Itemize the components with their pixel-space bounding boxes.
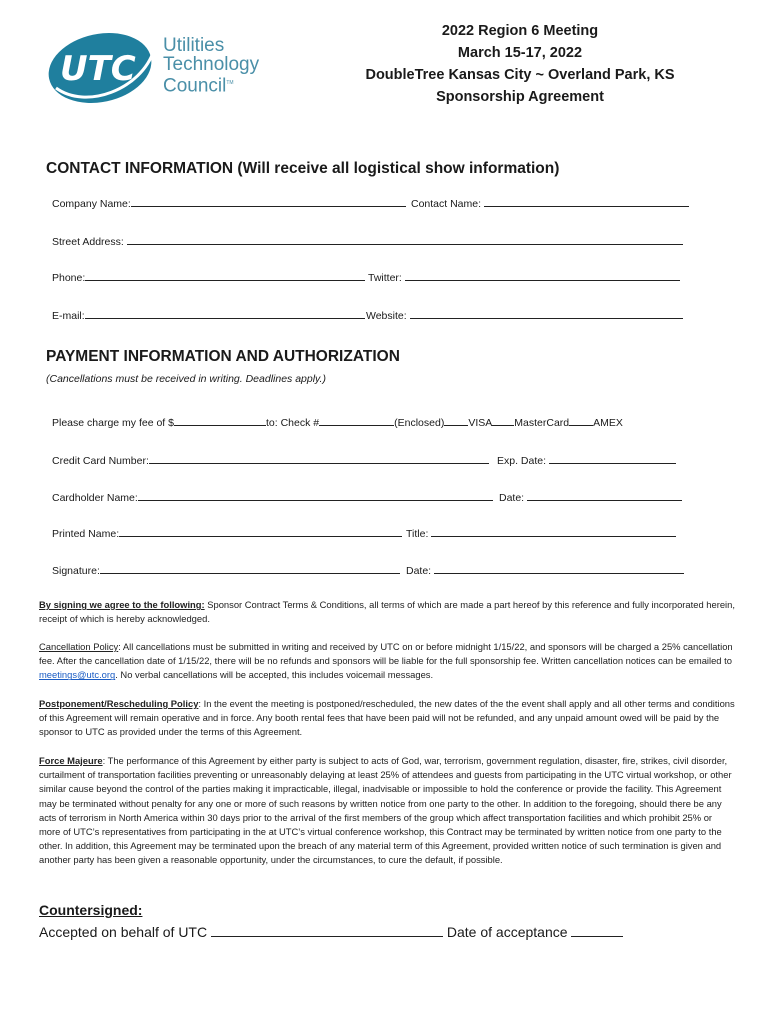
visa-option[interactable]: VISA xyxy=(468,417,493,429)
cancellation-text: : All cancellations must be submitted in writing and received by UTC on or before midnight 1/15/22, and sponsors will be charged a 25% cancellation fee. After the cancellation date of 1/15/22, there will be no refunds and sponsors will be liable for the full sponsorship fee. Written cancellation notices can be emailed to xyxy=(39,641,733,667)
title-field[interactable] xyxy=(406,526,676,540)
signing-heading: By signing we agree to the following: xyxy=(39,599,205,610)
force-majeure-heading: Force Majeure xyxy=(39,755,103,766)
payment-heading: PAYMENT INFORMATION AND AUTHORIZATION xyxy=(46,348,400,365)
street-address-label: Street Address: xyxy=(52,236,124,248)
postponement-policy xyxy=(39,697,735,740)
postponement-text: : In the event the meeting is postponed/rescheduled, the new dates of the the event shall apply and all other terms and conditions of this Agreement will remain operative and in force. Any booth rental fees that have been paid will not be refunded, and any unpaid amount owed will be paid by the sponsor to UTC as provided under the terms of this Agreement. xyxy=(39,698,735,738)
printed-name-label: Printed Name: xyxy=(52,528,120,540)
header-line-2: March 15-17, 2022 xyxy=(457,45,583,61)
signature-date-field[interactable] xyxy=(406,563,684,577)
enclosed-label: (Enclosed) xyxy=(394,417,445,429)
signature-date-label: Date: xyxy=(406,565,432,577)
twitter-field[interactable] xyxy=(368,270,680,284)
exp-date-field[interactable] xyxy=(497,453,676,467)
credit-card-field[interactable] xyxy=(52,453,489,467)
contact-name-label: Contact Name: xyxy=(411,198,482,210)
date-field[interactable] xyxy=(499,490,682,504)
cardholder-field[interactable] xyxy=(52,490,493,504)
force-majeure-text: : The performance of this Agreement by either party is subject to acts of God, war, terrorism, government regulation, disaster, fire, strikes, civil disorder, curtailment of transportation facilities preventing or unreasonably delaying at least 25% of attendees and guests from participating in the UTC virtual workshop, or other similar cause beyond the control of the parties making it impracticable, illegal, inadvisable or impossible to hold the conference or provide the facility. This Agreement may be terminated without penalty for any one or more of such reasons by written notice from one party to the other. In addition to the foregoing, should there be any acts of terrorism in North America within 30 days prior to the arrival of the first members of the group which affect transportation facilities and which prohibit 25% or more of UTC’s representatives from participating in the at UTC’s virtual conference workshop, this Contract may be terminated by written notice from one party to the other. In addition, this Agreement may be terminated upon the breach of any material term of this Agreement, provided written notice of such termination is given and another party has been given a reasonable opportunity, under the circumstances, to cure the default, if possible. xyxy=(39,755,732,866)
email-label: E-mail: xyxy=(52,310,85,322)
phone-label: Phone: xyxy=(52,272,86,284)
signing-agreement xyxy=(39,598,735,626)
force-majeure xyxy=(39,754,735,868)
printed-name-field[interactable] xyxy=(52,526,402,540)
twitter-label: Twitter: xyxy=(368,272,402,284)
countersigned-heading: Countersigned: xyxy=(39,902,143,918)
postponement-heading: Postponement/Rescheduling Policy xyxy=(39,698,199,709)
contact-heading: CONTACT INFORMATION (Will receive all logistical show information) xyxy=(46,160,560,177)
signing-text: Sponsor Contract Terms & Conditions, all terms of which are made a part hereof by this reference and fully incorporated herein, receipt of which is hereby acknowledged. xyxy=(39,599,735,625)
logo-line-3: Council™ xyxy=(163,75,234,97)
cancellation-policy xyxy=(39,640,735,683)
title-label: Title: xyxy=(406,528,429,540)
phone-field[interactable] xyxy=(52,270,365,284)
header-line-1: 2022 Region 6 Meeting xyxy=(441,23,599,39)
logo-line-2: Technology xyxy=(163,54,260,75)
accepted-label: Accepted on behalf of UTC xyxy=(39,924,208,940)
acceptance-line[interactable] xyxy=(39,922,623,940)
signature-label: Signature: xyxy=(52,565,100,577)
charge-fee-label: Please charge my fee of $ xyxy=(52,417,174,429)
cardholder-label: Cardholder Name: xyxy=(52,492,138,504)
charge-line[interactable] xyxy=(52,415,623,429)
header-line-3: DoubleTree Kansas City ~ Overland Park, KS xyxy=(365,67,675,83)
logo-mark-text: UTC xyxy=(60,49,136,89)
signature-field[interactable] xyxy=(52,563,400,577)
logo-wordmark xyxy=(163,36,259,95)
mastercard-option[interactable]: MasterCard xyxy=(514,417,570,429)
cancellation-text-end: . No verbal cancellations will be accepted, this includes voicemail messages. xyxy=(115,669,434,681)
street-address-field[interactable] xyxy=(52,234,683,248)
event-header xyxy=(330,20,710,108)
check-number-label: to: Check # xyxy=(266,417,320,429)
contact-name-field[interactable] xyxy=(411,196,689,210)
company-name-field[interactable] xyxy=(52,196,406,210)
cancellation-heading: Cancellation Policy xyxy=(39,641,119,652)
email-field[interactable] xyxy=(52,308,365,322)
website-label: Website: xyxy=(366,310,407,322)
utc-logo-mark xyxy=(46,30,158,106)
acceptance-date-label: Date of acceptance xyxy=(446,924,568,940)
exp-date-label: Exp. Date: xyxy=(497,455,547,467)
payment-note: (Cancellations must be received in writing. Deadlines apply.) xyxy=(46,373,326,385)
amex-option[interactable]: AMEX xyxy=(593,417,623,429)
date-label: Date: xyxy=(499,492,525,504)
header-line-4: Sponsorship Agreement xyxy=(436,89,604,105)
logo-line-1: Utilities xyxy=(163,35,225,56)
credit-card-label: Credit Card Number: xyxy=(52,455,149,467)
meetings-email-link[interactable]: meetings@utc.org xyxy=(39,669,116,681)
website-field[interactable] xyxy=(366,308,683,322)
company-name-label: Company Name: xyxy=(52,198,131,210)
